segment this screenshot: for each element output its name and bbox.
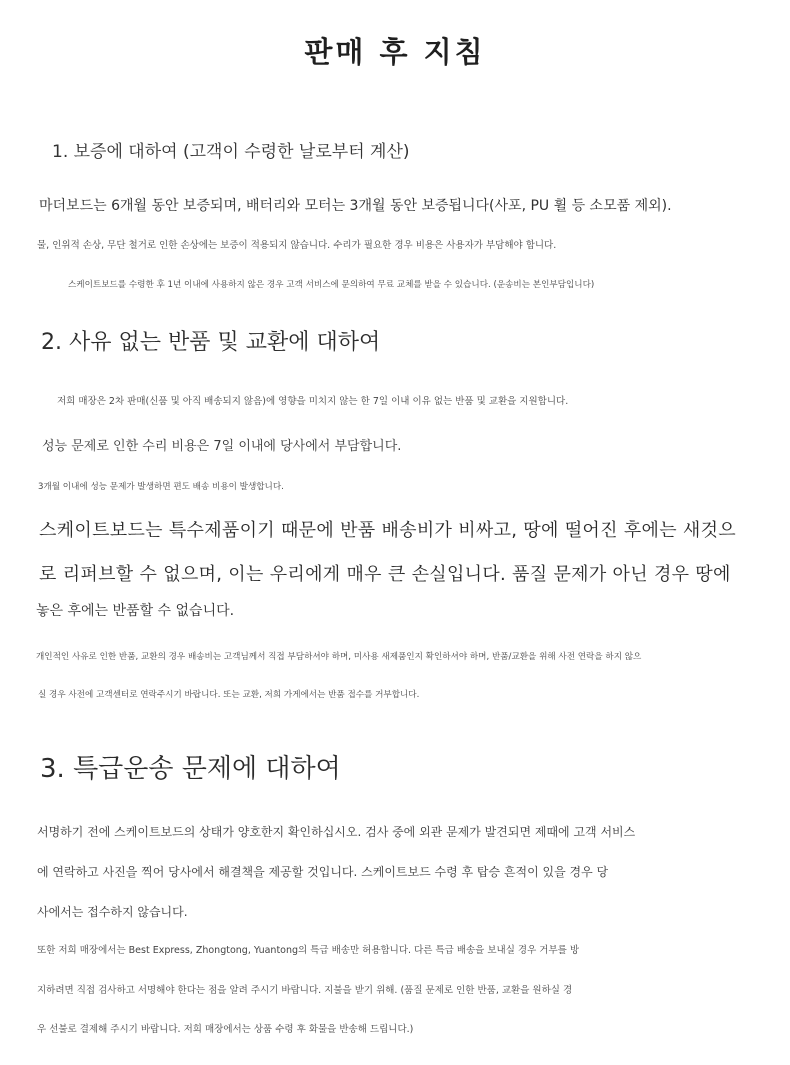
- section-1-warranty-text: 마더보드는 6개월 동안 보증되며, 배터리와 모터는 3개월 동안 보증됩니다(사포, PU 휠 등 소모품 제외).: [39, 198, 672, 214]
- page-title: 판매 후 지침: [304, 35, 486, 69]
- section-2-notice-line-2: 로 리퍼브할 수 없으며, 이는 우리에게 매우 큰 손실입니다. 품질 문제가 아닌 경우 땅에: [39, 564, 731, 585]
- section-2-return-policy-text: 저희 매장은 2차 판매(신품 및 아직 배송되지 않음)에 영향을 미치지 않는 한 7일 이내 이유 없는 반품 및 교환을 지원합니다.: [57, 396, 569, 407]
- section-3-heading: 3. 특급운송 문제에 대하여: [40, 754, 341, 784]
- section-3-courier-line-2: 지하려면 직접 검사하고 서명해야 한다는 점을 알려 주시기 바랍니다. 지불을 받기 위해. (품질 문제로 인한 반품, 교환을 원하실 경: [37, 985, 573, 996]
- section-3-inspection-line-3: 사에서는 접수하지 않습니다.: [37, 905, 188, 919]
- section-2-notice-line-1: 스케이트보드는 특수제품이기 때문에 반품 배송비가 비싸고, 땅에 떨어진 후에는 새것으: [39, 520, 736, 541]
- section-2-shipping-cost-text: 3개월 이내에 성능 문제가 발생하면 편도 배송 비용이 발생합니다.: [38, 482, 284, 492]
- section-1-replacement-text: 스케이트보드를 수령한 후 1년 이내에 사용하지 않은 경우 고객 서비스에 문의하여 무료 교체를 받을 수 있습니다. (운송비는 본인부담입니다): [68, 280, 595, 290]
- section-1-exclusion-text: 물, 인위적 손상, 무단 철거로 인한 손상에는 보증이 적용되지 않습니다. 수리가 필요한 경우 비용은 사용자가 부담해야 합니다.: [37, 240, 557, 251]
- section-1-heading: 1. 보증에 대하여 (고객이 수령한 날로부터 계산): [52, 142, 410, 162]
- section-2-personal-return-line-1: 개인적인 사유로 인한 반품, 교환의 경우 배송비는 고객님께서 직접 부담하셔야 하며, 미사용 새제품인지 확인하셔야 하며, 반품/교환을 위해 사전 연락을 하지 않으: [36, 652, 642, 662]
- section-3-inspection-line-2: 에 연락하고 사진을 찍어 당사에서 해결책을 제공할 것입니다. 스케이트보드 수령 후 탑승 흔적이 있을 경우 당: [37, 865, 609, 879]
- section-2-notice-line-3: 놓은 후에는 반품할 수 없습니다.: [36, 603, 235, 619]
- section-2-heading: 2. 사유 없는 반품 및 교환에 대하여: [41, 330, 381, 355]
- section-3-inspection-line-1: 서명하기 전에 스케이트보드의 상태가 양호한지 확인하십시오. 검사 중에 외관 문제가 발견되면 제때에 고객 서비스: [37, 825, 636, 839]
- section-2-personal-return-line-2: 실 경우 사전에 고객센터로 연락주시기 바랍니다. 또는 교환, 저희 가게에서는 반품 접수를 거부합니다.: [38, 690, 420, 700]
- section-3-courier-line-3: 우 선불로 결제해 주시기 바랍니다. 저희 매장에서는 상품 수령 후 화물을 반송해 드립니다.): [37, 1024, 414, 1035]
- section-3-courier-line-1: 또한 저희 매장에서는 Best Express, Zhongtong, Yuantong의 특급 배송만 허용합니다. 다른 특급 배송을 보내실 경우 거부를 방: [37, 945, 580, 956]
- section-2-repair-cost-text: 성능 문제로 인한 수리 비용은 7일 이내에 당사에서 부담합니다.: [42, 439, 402, 454]
